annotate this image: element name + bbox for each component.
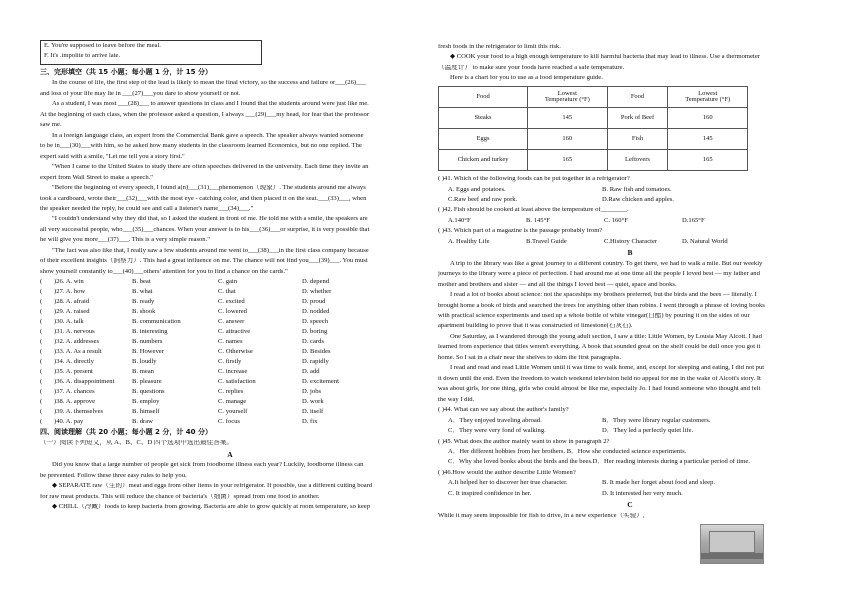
question-options [438,449,822,456]
table-cell: 145 [668,129,748,150]
option-choice: D. nodded [302,308,330,316]
option-choice: )30. A. talk [54,318,84,326]
option-choice: C. replies [218,388,244,396]
option-choice: C. focus [218,418,240,426]
option-choice: C. excited [218,298,245,306]
option-choice: D. boring [302,328,328,336]
question-options [438,218,822,225]
option-choice: B. what [132,288,153,296]
passage-b-line: learned from experience that titles weren't everything. A book that sounded great on the shelf could be dull once you got it [438,344,761,351]
option-choice: D. excitement [302,378,339,386]
passage-b-line: One Saturday, as I wandered through the young adult section, I saw a title: Little Women, by Lousia May Alcott. I had [450,333,762,340]
questions-a [438,176,822,245]
passage-a-rule: ◆ CHILL（冷藏）foods to keep bacteria from growing. Bacteria are able to grow quickly at room temperature, so keep [52,504,370,511]
option-choice: B. mean [132,368,154,376]
table-cell: Steaks [439,108,528,129]
option-choice: )34. A. directly [54,358,94,366]
question-option: A.It helped her to discover her true character. [448,479,568,487]
table-cell: Chicken and turkey [439,150,528,171]
cloze-line: expert said with a smile, "Let me tell you a story first." [40,153,185,160]
option-choice: C. attractive [218,328,251,336]
passage-a-letter: A [227,449,233,459]
option-choice: )32. A. addresses [54,338,100,346]
option-choice: )38. A. approve [54,398,96,406]
cloze-line: the speaker needed the reply, he could see and call a listener's name___(34)___." [40,206,254,212]
left-column [40,40,420,515]
option-choice: B. shook [132,308,156,316]
answer-blank: ( [40,408,43,416]
cloze-line: "The fact was also like that, I really saw a few students around me went to___(38)___in the first class company because [52,247,369,254]
option-choice: B. communication [132,318,181,326]
table-cell: 160 [668,108,748,129]
question-option: A．They enjoyed traveling abroad. [448,416,542,424]
passage-b-line: with practical science experiments and used up a whole bottle of white vinegar(白醋) by pouring it on the sides of our [438,312,750,319]
table-row [439,108,748,129]
table-row [439,150,748,171]
option-choice: B. employ [132,398,160,406]
option-row [40,349,420,356]
answer-blank: ( [40,368,43,376]
passage-b-line: home. So I sat in a chair near the shelves to skim the first paragraphs. [438,354,622,361]
question-option: B. Raw fish and tomatoes. [602,185,672,193]
table-cell: 165 [528,150,608,171]
table-header: Food [439,87,528,108]
question-option: C. 160°F [604,216,628,224]
passage-b-line: it down until the end. Even the freedom to watch weekend television held no appeal for me in the wake of Alcott's story. It [438,375,761,382]
option-choice: C. yourself [218,408,248,416]
option-row [40,279,420,286]
option-choice: C. lowered [218,308,247,316]
box-line: E. You're supposed to leave before the meal. [44,43,161,49]
option-choice: C. names [218,338,243,346]
table-header: Lowest Temperature (°F) [668,87,748,108]
table-header: Food [607,87,668,108]
option-choice: D. whether [302,288,332,296]
option-choice: D. depend [302,278,330,286]
answer-blank: ( [40,338,43,346]
question-options [438,491,822,498]
passage-a-intro: Did you know that a large number of people get sick from foodborne illness each year? Luckily, foodborne illness can [52,462,364,469]
question-stem: ( )43. Which part of a magazine is the passage probably from? [438,228,603,235]
question-stem: ( )46.How would the author describe Little Women? [438,469,576,476]
cloze-line: As a student, I was most ___(28)___ to answer questions in class and I found that the students around were just like me. [52,101,369,108]
passage-a-intro: be prevented. Follow these three easy rules to help you. [40,472,187,479]
option-choice: B. interesting [132,328,168,336]
passage-b-line: I read and read and read Little Women until it was time to walk home, and, except for sleeping and eating, I did not put [450,365,765,372]
option-choice: D. itself [302,408,324,416]
cloze-line: expert from Wall Street to make a speech." [40,174,153,181]
option-choice: C. that [218,288,236,296]
passage-b-line: A trip to the library was like a great journey to a different country. To get there, we had to walk a mile. But our weekly [450,260,763,267]
option-choice: B. himself [132,408,160,416]
question-option: C.Raw beef and raw pork. [448,195,518,203]
question-option: A．Her different hobbies from her brothers. B．How she conducted science experiments. [448,448,687,456]
table-cell: 160 [528,129,608,150]
question-options [438,480,822,487]
table-row [439,129,748,150]
option-row [40,339,420,346]
question-option: A.140°F [448,216,471,224]
option-row [40,329,420,336]
answer-blank: ( [40,418,43,426]
option-row [40,399,420,406]
section-heading-reading: 四、阅读理解（共 20 小题；每小题 2 分，计 40 分） [40,428,212,437]
option-choice: B. However [132,348,164,356]
cloze-line: he will give you more___(37)___. This is a very simple reason." [40,237,210,244]
answer-blank: ( [40,328,43,336]
question-option: B. 145°F [526,216,550,224]
answer-blank: ( [40,318,43,326]
cloze-line: In a foreign language class, an expert from the Commercial Bank gave a speech. The speaker always wanted someone [52,132,364,139]
answer-blank: ( [40,348,43,356]
option-choice: B. numbers [132,338,163,346]
option-choice: )37. A. chances [54,388,95,396]
answer-blank: ( [40,308,43,316]
option-choice: D. speech [302,318,328,326]
box-line: F. It's .impolite to arrive late. [44,52,121,59]
question-options [438,197,822,204]
option-choice: )40. A. pay [54,418,84,426]
option-choice: C. manage [218,398,247,406]
option-choice: )36. A. disappointment [54,378,115,386]
question-option: C．They were very fond of walking. [448,427,546,435]
option-choice: D. cards [302,338,324,346]
option-row [40,379,420,386]
option-row [40,389,420,396]
question-option: A. Healthy Life [448,237,490,245]
cloze-line: took a cardboard, wrote their___(32)___with the most eye - catching color, and then placed it on the seat.___(33)___, when [40,195,367,202]
option-choice: D. proud [302,298,326,306]
option-choice: B. draw [132,418,153,426]
passage-a-line: ◆ COOK your food to a high enough temperature to kill harmful bacteria that may lead to illness. Use a thermometer [450,54,760,61]
answer-blank: ( [40,388,43,396]
right-column [438,44,822,523]
table-cell: 165 [668,150,748,171]
question-stem: ( )42. Fish should be cooked at least above the temperature of________. [438,207,629,214]
option-choice: B. ready [132,298,155,306]
passage-b-letter: B [627,248,633,258]
option-choice: B. loudly [132,358,157,366]
passage-b-line: the way I did. [438,396,475,403]
passage-a-rule: for raw meat products. This will reduce the chance of bacteria's（细菌）spread from one food to another. [40,493,320,500]
option-choice: D. add [302,368,320,376]
option-choice: )28. A. afraid [54,298,90,306]
food-temperature-table [438,86,748,171]
option-row [40,419,420,426]
option-choice: )33. A. As a result [54,348,102,356]
question-stem: ( )41. Which of the following foods can be put together in a refrigerator? [438,176,630,183]
question-options [438,187,822,194]
cloze-line: of their excellent insights（洞察力）. This had a great influence on me. The chance will not find you___(39)___. You must [40,258,368,265]
table-cell: Leftovers [607,150,668,171]
option-choice: C. gain [218,278,238,286]
option-row [40,359,420,366]
option-choice: )39. A. themselves [54,408,104,416]
option-row [40,309,420,316]
answer-blank: ( [40,288,43,296]
cloze-line: show yourself constantly to___(40)___others' attention for you to find a chance on the cards." [40,268,288,275]
option-choice: D. rapidly [302,358,329,366]
option-choice: C. firstly [218,358,242,366]
passage-a-line: Here is a chart for you to use as a food temperature guide. [450,75,603,82]
cloze-line: At the beginning of each class, when the professor asked a question, I always ___(29)___my head, for fear that the professor [40,111,370,118]
option-choice: )29. A. raised [54,308,90,316]
cloze-line: all very successful people, who___(35)___chances. When your answer is to his___(36)___or surprise, it is very possible that [40,226,370,233]
answer-blank: ( [40,358,43,366]
section-heading-cloze: 三、完形填空（共 15 小题；每小题 1 分，计 15 分） [40,68,212,77]
passage-c-line: While it may seem impossible for fish to drive, in a new experience（实验）, [438,512,645,519]
question-option: D.165°F [682,216,705,224]
question-options [438,239,822,246]
passage-b-line: I read a lot of books about science: not the spaceships my brothers preferred, but the birds and the bees — literally. I [450,292,757,299]
passage-b-line: was about girls, for one thing, girls who could almost be like me, especially Jo. I had found someone who thought and felt [438,386,761,393]
table-cell: Eggs [439,129,528,150]
question-stem: ( )44. What can we say about the author's family? [438,407,569,414]
option-choice: )35. A. present [54,368,93,376]
answer-blank: ( [40,298,43,306]
options-box [40,40,262,65]
option-choice: B. pleasure [132,378,162,386]
table-cell: Pork of Beef [607,108,668,129]
answer-blank: ( [40,378,43,386]
question-options [438,418,822,425]
option-choice: )31. A. nervous [54,328,95,336]
question-option: B．They were library regular customers. [602,416,711,424]
question-option: C．Why she loved books about the birds and the bees.D．Her reading interests during a particular period of time. [448,458,750,466]
table-cell: 145 [528,108,608,129]
question-options [438,428,822,435]
question-option: C.History Character [604,237,658,245]
passage-a-line: （温度计） to make sure your foods have reached a safe temperature. [438,64,625,71]
cloze-line: and loss of your life may lie in ___(27)___you dare to show yourself or not. [40,90,241,97]
passage-b-line: apartment building to prove that it was constructed of limestone(石灰石). [438,323,633,330]
option-row [40,319,420,326]
answer-blank: ( [40,278,43,286]
question-options [438,459,822,466]
questions-b [438,407,822,497]
passage-b-line: brought home a book of birds and searched the trees for anything other than robins. I went through a phrase of loving books [438,302,765,309]
cloze-line: saw me. [40,122,62,129]
option-row [40,299,420,306]
option-choice: )26. A. win [54,278,84,286]
passage-a-line: fresh foods in the refrigerator to limit this risk. [438,44,561,50]
passage-a-rule: ◆ SEPARATE raw（生的）meat and eggs from other items in your refrigerator. If possible, use a different cutting board [52,483,373,490]
option-choice: D. work [302,398,324,406]
option-choice: B. beat [132,278,151,286]
question-option: B. It made her forget about food and sleep. [602,479,716,487]
question-option: D. It interested her very much. [602,489,683,497]
option-choice: C. increase [218,368,248,376]
fish-experiment-photo [700,524,764,564]
question-option: D. Natural World [682,237,728,245]
table-cell: Fish [607,129,668,150]
cloze-line: In the course of life, the first step of the lead is likely to mean the final victory, so the success and failure or___(26)___ [52,80,366,87]
option-choice: D. Besides [302,348,331,356]
option-choice: )27. A. how [54,288,86,296]
cloze-passage [40,80,420,275]
option-choice: C. satisfaction [218,378,256,386]
passage-b-line: mother and brothers and sister — and all the things I loved best — quiet, space and books. [438,281,677,288]
option-row [40,289,420,296]
passage-b-line: journeys to the library were a piece of perfection. I had around me at one time all the people I loved best — my father and [438,271,760,278]
table-header-row [439,87,748,108]
question-option: A. Eggs and potatoes. [448,185,506,193]
question-option: C. It inspired confidence in her. [448,489,532,497]
cloze-line: "I couldn't understand why they did that, so I asked the student in front of me. He told me with a smile, the speakers are [52,216,368,223]
table-header: Lowest Temperature (°F) [528,87,608,108]
option-row [40,409,420,416]
cloze-line: to be in___(30)___with him, so he asked how many students in the classroom learned Economics, but no one replied. The [40,143,362,150]
option-choice: D. fix [302,418,318,426]
reading-instruction: （一）阅读下列短文，从 A、B、C、D 四个选项中选出最佳答案。 [40,440,234,447]
cloze-line: "When I came to the United States to study there are often speeches delivered in the university. Each time they invite an [52,164,369,171]
question-option: D．They led a perfectly quiet life. [602,427,694,435]
question-option: B.Travel Guide [526,237,567,245]
passage-c-letter: C [627,500,633,510]
option-row [40,369,420,376]
option-choice: D. jobs [302,388,322,396]
option-choice: C. Otherwise [218,348,253,356]
passage-b [438,261,822,404]
cloze-options [40,279,420,425]
answer-blank: ( [40,398,43,406]
option-choice: C. answer [218,318,245,326]
cloze-line: "Before the beginning of every speech, I found a(n)___(31)___phenomenon（现象）. The students around me always [52,185,366,192]
question-stem: ( )45. What does the author mainly want to show in paragraph 2? [438,438,610,445]
question-option: D.Raw chicken and apples. [602,195,674,203]
option-choice: B. questions [132,388,165,396]
